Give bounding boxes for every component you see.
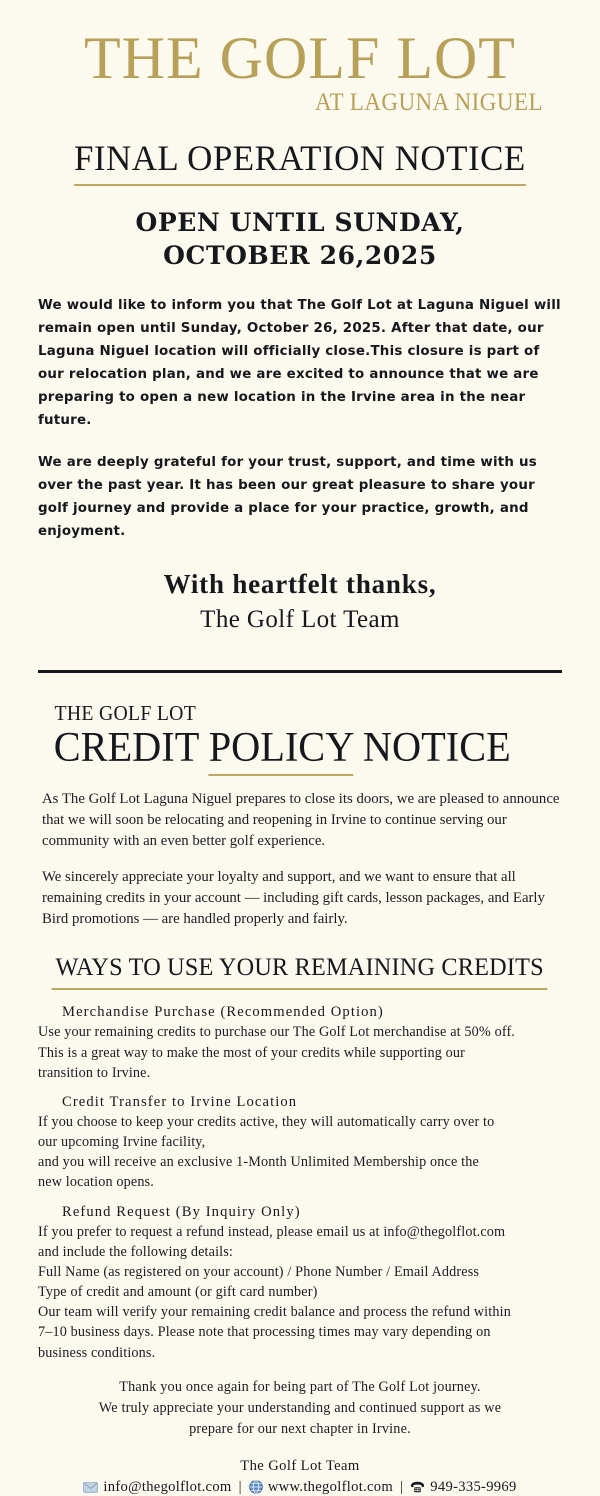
thanks-line-3: prepare for our next chapter in Irvine. [189, 1421, 411, 1438]
option-line: Use your remaining credits to purchase our The Golf Lot merchandise at 50% off. [38, 1024, 516, 1041]
option-line: Full Name (as registered on your account) / Phone Number / Email Address [38, 1263, 480, 1280]
closing-date-line-2: OCTOBER 26,2025 [163, 241, 437, 270]
letter-body [0, 294, 600, 543]
footer-website[interactable]: www.thegolflot.com [267, 1478, 394, 1495]
option-line: and include the following details: [38, 1243, 234, 1260]
option-line: and you will receive an exclusive 1-Month Unlimited Membership once the [38, 1154, 479, 1171]
footer [0, 1458, 600, 1496]
credit-option [38, 1094, 570, 1193]
envelope-icon [83, 1482, 98, 1493]
option-line: If you choose to keep your credits active, they will automatically carry over to [38, 1113, 495, 1130]
option-line: Type of credit and amount (or gift card number) [38, 1284, 318, 1301]
signoff-team: The Golf Lot Team [200, 606, 400, 634]
signoff-salutation: With heartfelt thanks, [163, 569, 437, 600]
credit-paragraph-2: We sincerely appreciate your loyalty and support, and we want to ensure that all remaining credits in your account — including gift cards, lesson packages, and Early Bird promotions — are handled properly and fairly. [42, 869, 545, 928]
letter-paragraph-2: We are deeply grateful for your trust, support, and time with us over the past year. It has been our great pleasure to share your golf journey and provide a place for your practice, growth, and enjoyment. [38, 455, 537, 540]
letter-paragraph-1: We would like to inform you that The Golf Lot at Laguna Niguel will remain open until Sunday, October 26, 2025. After that date, our Laguna Niguel location will officially close.This closure is part of our relocation plan, and we are excited to announce that we are preparing to open a new location in the Irvine area in the near future. [38, 298, 561, 429]
credit-options-list [0, 1004, 600, 1362]
brand-subtitle: AT LAGUNA NIGUEL [314, 89, 543, 116]
brand-title: THE GOLF LOT [84, 25, 516, 91]
page-title: FINAL OPERATION NOTICE [74, 137, 526, 186]
credit-title-part-3: NOTICE [352, 725, 511, 772]
closing-date-line-1: OPEN UNTIL SUNDAY, [135, 208, 465, 237]
option-line: new location opens. [38, 1174, 154, 1191]
credit-option [38, 1204, 570, 1363]
notice-title-container [0, 137, 600, 186]
thanks-line-2: We truly appreciate your understanding and continued support as we [98, 1399, 502, 1416]
closing-date-block [0, 206, 600, 272]
footer-phone[interactable]: 949-335-9969 [430, 1478, 517, 1495]
masthead [0, 0, 600, 117]
option-line: This is a great way to make the most of your credits while supporting our [38, 1044, 466, 1061]
footer-team-name: The Golf Lot Team [240, 1457, 360, 1474]
credit-title-underlined: POLICY [209, 725, 353, 776]
credit-paragraph-1: As The Golf Lot Laguna Niguel prepares to close its doors, we are pleased to announce that we will soon be relocating and reopening in Irvine to continue serving our community with an even better golf experience. [42, 791, 560, 850]
footer-email[interactable]: info@thegolflot.com [103, 1478, 232, 1495]
option-line: transition to Irvine. [38, 1064, 151, 1081]
ways-to-use-title: WAYS TO USE YOUR REMAINING CREDITS [52, 954, 548, 990]
credit-title-part-1: CREDIT [53, 725, 209, 772]
credit-policy-kicker: THE GOLF LOT [54, 701, 197, 726]
option-line: business conditions. [38, 1344, 156, 1361]
option-line: Our team will verify your remaining credit balance and process the refund within [38, 1304, 511, 1321]
footer-separator-1: | [238, 1478, 242, 1495]
credit-policy-section [0, 701, 600, 930]
section-divider [38, 670, 562, 673]
letter-signoff [0, 569, 600, 634]
option-line: If you prefer to request a refund instead, please email us at info@thegolflot.com [38, 1223, 506, 1240]
option-title: Merchandise Purchase (Recommended Option) [62, 1004, 384, 1021]
option-line: our upcoming Irvine facility, [38, 1134, 206, 1151]
credit-policy-body [0, 789, 600, 930]
option-title: Credit Transfer to Irvine Location [62, 1093, 298, 1110]
thanks-line-1: Thank you once again for being part of The Golf Lot journey. [119, 1378, 481, 1395]
footer-contact-row [0, 1479, 600, 1496]
credit-option [38, 1004, 570, 1082]
globe-icon [249, 1480, 263, 1494]
option-line: 7–10 business days. Please note that processing times may vary depending on [38, 1324, 491, 1341]
closing-thanks [0, 1377, 600, 1441]
telephone-icon [410, 1481, 425, 1493]
option-title: Refund Request (By Inquiry Only) [62, 1203, 301, 1220]
credit-policy-title [0, 724, 576, 772]
ways-title-container [0, 954, 600, 990]
footer-separator-2: | [400, 1478, 404, 1495]
